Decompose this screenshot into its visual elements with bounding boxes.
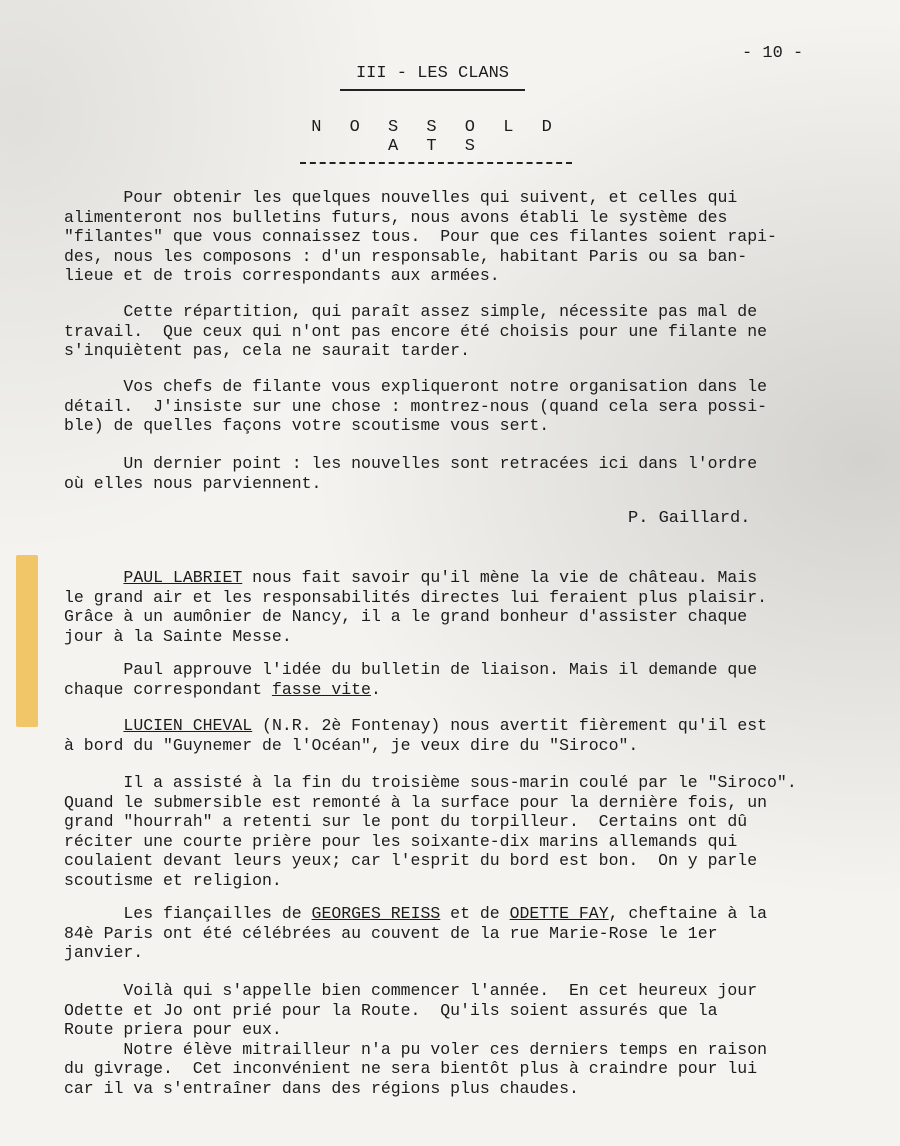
highlighter-mark	[16, 555, 38, 727]
news-paragraph-2	[64, 660, 864, 699]
text-line: car il va s'entraîner dans des régions plus chaudes.	[64, 1078, 579, 1098]
news-paragraph-6	[64, 981, 864, 1098]
emphasis: fasse vite	[271, 679, 371, 699]
text-segment: (N.R. 2è Fontenay) nous avertit fièrement qu'il est	[252, 716, 768, 735]
document-title: N O S S O L D A T S	[300, 118, 572, 164]
text-line: du givrage. Cet inconvénient ne sera bientôt plus à craindre pour lui	[64, 1059, 758, 1078]
news-paragraph-4	[64, 773, 864, 890]
text-line: réciter une courte prière pour les soixante-dix marins allemands qui	[64, 831, 738, 851]
person-name: GEORGES REISS	[311, 904, 441, 923]
text-line: ble) de quelles façons votre scoutisme vous sert.	[64, 416, 550, 435]
text-line: Quand le submersible est remonté à la surface pour la dernière fois, un	[64, 792, 768, 812]
text-line: des, nous les composons : d'un responsable, habitant Paris ou sa ban-	[64, 246, 748, 266]
intro-paragraph-1	[64, 188, 864, 286]
text-line	[64, 680, 864, 700]
section-heading: III - LES CLANS	[340, 64, 525, 91]
text-line: Un dernier point : les nouvelles sont retracées ici dans l'ordre	[64, 454, 758, 473]
text-line: 84è Paris ont été célébrées au couvent de la rue Marie-Rose le 1er	[64, 923, 718, 943]
text-line: alimenteront nos bulletins futurs, nous avons établi le système des	[64, 207, 728, 227]
text-line: où elles nous parviennent.	[64, 473, 322, 493]
person-name: LUCIEN CHEVAL	[123, 716, 253, 735]
text-line: Pour obtenir les quelques nouvelles qui suivent, et celles qui	[64, 188, 738, 207]
text-line: Notre élève mitrailleur n'a pu voler ces derniers temps en raison	[64, 1039, 768, 1059]
text-segment: et de	[440, 904, 510, 923]
page-number: - 10 -	[742, 44, 804, 63]
text-segment: nous fait savoir qu'il mène la vie de château. Mais	[242, 568, 758, 587]
intro-paragraph-3	[64, 377, 864, 436]
text-segment: chaque correspondant	[64, 679, 272, 699]
text-line: travail. Que ceux qui n'ont pas encore été choisis pour une filante ne	[64, 321, 768, 341]
text-line: s'inquiètent pas, cela ne saurait tarder.	[64, 341, 470, 360]
signature: P. Gaillard.	[628, 509, 751, 528]
text-segment: .	[370, 679, 381, 699]
text-line: "filantes" que vous connaissez tous. Pour que ces filantes soient rapi-	[64, 227, 777, 246]
text-line: Grâce à un aumônier de Nancy, il a le grand bonheur d'assister chaque	[64, 607, 748, 626]
text-line: scoutisme et religion.	[64, 870, 282, 890]
text-line: à bord du "Guynemer de l'Océan", je veux dire du "Siroco".	[64, 735, 639, 755]
text-line	[64, 568, 864, 588]
text-line: Paul approuve l'idée du bulletin de liaison. Mais il demande que	[64, 660, 758, 679]
news-paragraph-5	[64, 904, 864, 963]
news-paragraph-3	[64, 716, 864, 755]
text-line: Voilà qui s'appelle bien commencer l'année. En cet heureux jour	[64, 981, 758, 1000]
text-line: le grand air et les responsabilités directes lui feraient plus plaisir.	[64, 587, 768, 607]
text-line: Il a assisté à la fin du troisième sous-marin coulé par le "Siroco".	[64, 773, 797, 792]
text-line: Odette et Jo ont prié pour la Route. Qu'ils soient assurés que la	[64, 1000, 718, 1020]
text-segment: Les fiançailles de	[64, 904, 312, 923]
text-line: lieue et de trois correspondants aux armées.	[64, 266, 500, 285]
person-name: ODETTE FAY	[509, 904, 609, 923]
text-line: Vos chefs de filante vous expliqueront notre organisation dans le	[64, 377, 768, 396]
text-line: Cette répartition, qui paraît assez simple, nécessite pas mal de	[64, 302, 758, 321]
text-segment: , cheftaine à la	[608, 904, 768, 923]
text-line: jour à la Sainte Messe.	[64, 626, 292, 646]
text-line: grand "hourrah" a retenti sur le pont du torpilleur. Certains ont dû	[64, 812, 748, 831]
text-line	[64, 716, 864, 736]
intro-paragraph-4	[64, 454, 864, 493]
text-line: détail. J'insiste sur une chose : montrez-nous (quand cela sera possi-	[64, 396, 768, 416]
text-line: coulaient devant leurs yeux; car l'esprit du bord est bon. On y parle	[64, 851, 758, 870]
text-line: janvier.	[64, 943, 144, 962]
text-line	[64, 904, 864, 924]
text-line: Route priera pour eux.	[64, 1020, 282, 1039]
person-name: PAUL LABRIET	[123, 568, 243, 587]
news-paragraph-1	[64, 568, 864, 646]
intro-paragraph-2	[64, 302, 864, 361]
